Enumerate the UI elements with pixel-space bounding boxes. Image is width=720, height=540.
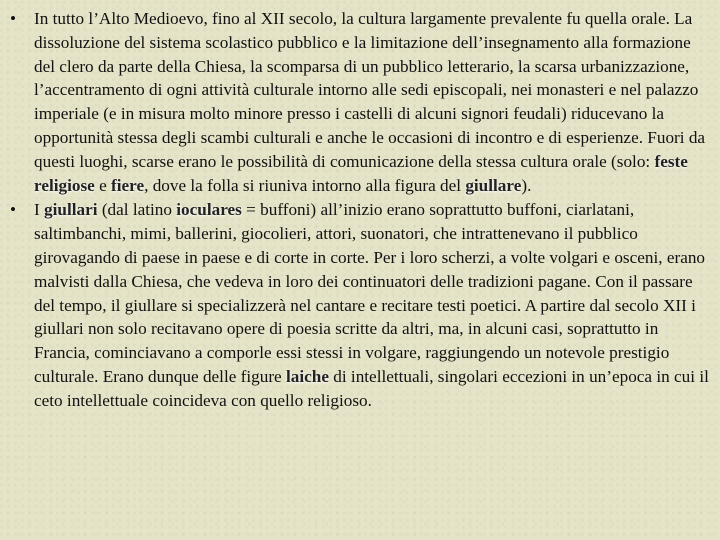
text-run: = buffoni) all’inizio erano soprattutto buffoni, ciarlatani, saltimbanchi, mimi, ballerini, giocolieri, attori, suonatori, che intrattenevano il pubblico girovagando di paese in paese e di corte in corte. Per i loro scherzi, a volte volgari e osceni, erano malvisti dalla Chiesa, che vedeva in loro dei continuatori delle tradizioni pagane. Con il passare del tempo, il giullare si specializzerà nel cantare e recitare testi poetici. A partire dal secolo XII i giullari non solo recitavano opere di poesia scritte da altri, ma, in alcuni casi, soprattutto in Francia, cominciavano a comporle essi stessi in volgare, raggiungendo un notevole prestigio culturale. Erano dunque delle figure — [34, 200, 706, 386]
bullet-paragraph — [10, 198, 714, 412]
text-run: In tutto l’Alto Medioevo, fino al XII secolo, la cultura largamente prevalente fu quella orale. La dissoluzione del sistema scolastico pubblico e la limitazione dell’insegnamento alla formazione del clero da parte della Chiesa, la scomparsa di un pubblico letterario, la scarsa urbanizzazione, l’accentramento di ogni attività culturale intorno alle sedi episcopali, nei monasteri e nel palazzo imperiale (e in misura molto minore presso i castelli di alcuni signori feudali) riducevano la opportunità stessa degli scambi culturali e anche le occasioni di incontro e di esperienze. Fuori da questi luoghi, scarse erano le possibilità di comunicazione della stessa cultura orale (solo: — [34, 9, 706, 171]
highlighted-term: fiere — [111, 175, 145, 195]
text-run: , dove la folla si riuniva intorno alla figura del — [144, 175, 466, 195]
highlighted-term: giullare — [465, 175, 522, 195]
bullet-list — [10, 7, 714, 414]
bullet-dot: • — [10, 200, 17, 220]
text-run: (dal latino — [97, 200, 177, 220]
text-run: e — [94, 175, 112, 195]
bullet-paragraph — [10, 7, 714, 197]
highlighted-term: ioculares — [176, 200, 242, 220]
text-run: ). — [521, 175, 532, 195]
text-run: I — [34, 200, 45, 220]
bullet-dot: • — [10, 9, 17, 28]
highlighted-term: laiche — [285, 366, 329, 386]
highlighted-term: giullari — [44, 200, 98, 220]
text-run: di intellettuali, singolari eccezioni in un’epoca in cui il ceto intellettuale coincideva con quello religioso. — [34, 366, 709, 410]
highlighted-term: feste religiose — [34, 151, 688, 195]
